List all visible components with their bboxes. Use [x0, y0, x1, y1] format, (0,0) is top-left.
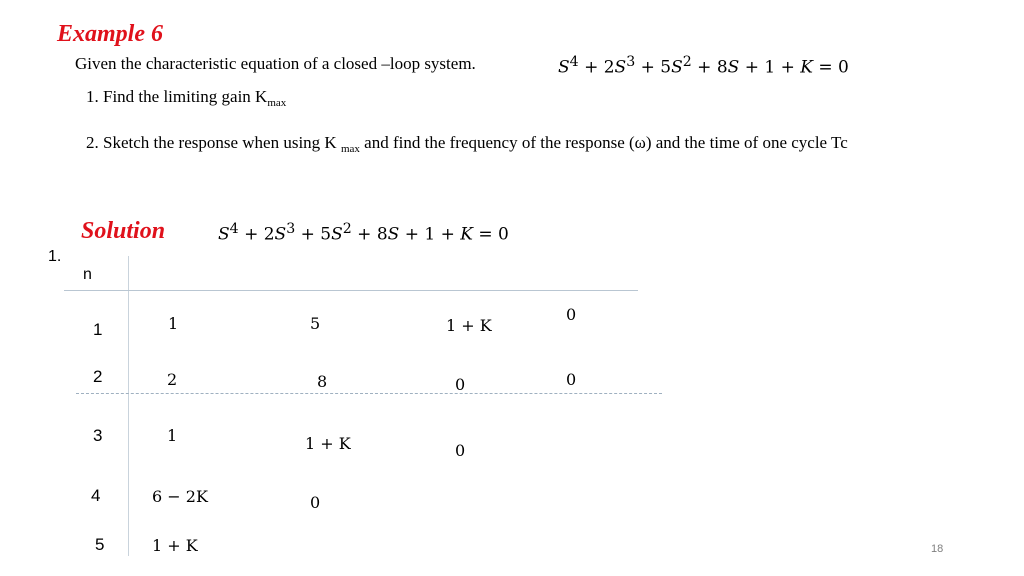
table-cell: 0: [455, 441, 466, 460]
table-cell: 0: [455, 375, 466, 394]
eq-term: + 2: [578, 57, 615, 78]
eq-term: + 8: [351, 224, 388, 245]
table-cell: 1: [167, 426, 178, 445]
eq-term: S: [671, 57, 683, 78]
table-cell: 0: [566, 370, 577, 389]
eq-term: + 2: [238, 224, 275, 245]
question-1: [86, 87, 286, 109]
table-cell: 1 + K: [305, 434, 351, 453]
eq-term: = 0: [472, 224, 509, 245]
eq-exp: 2: [682, 54, 692, 70]
step-label: 1.: [48, 248, 62, 265]
question-2: [86, 133, 848, 155]
eq-term: + 5: [295, 224, 332, 245]
table-header-rule: [64, 290, 638, 291]
row-number: 3: [93, 426, 103, 445]
solution-equation: [218, 221, 509, 245]
example-title: Example 6: [57, 21, 163, 47]
eq-term: S: [274, 224, 287, 245]
table-cell: 5: [310, 314, 321, 333]
table-cell: 8: [317, 372, 328, 391]
eq-term: S: [218, 224, 230, 245]
question-1-sub: max: [267, 97, 287, 109]
eq-term: S: [614, 57, 627, 78]
eq-exp: 3: [286, 221, 296, 237]
row-number: 5: [95, 535, 105, 554]
question-2-text: 2. Sketch the response when using K: [86, 133, 341, 152]
eq-term: = 0: [812, 57, 849, 78]
eq-exp: 3: [626, 54, 636, 70]
question-1-text: 1. Find the limiting gain K: [86, 87, 268, 106]
eq-term: S: [331, 224, 343, 245]
row-number: 1: [93, 320, 103, 339]
table-vertical-rule: [128, 256, 129, 556]
given-text: Given the characteristic equation of a closed –loop system.: [75, 54, 476, 73]
eq-term: S: [558, 57, 570, 78]
eq-term: S: [387, 224, 400, 245]
eq-term: + 5: [635, 57, 672, 78]
eq-term: + 8: [691, 57, 728, 78]
row-number: 4: [91, 486, 101, 505]
table-cell: 0: [310, 493, 321, 512]
table-dashed-rule: [76, 393, 662, 394]
eq-exp: 2: [342, 221, 352, 237]
table-header-n: n: [83, 266, 92, 283]
table-cell: 1: [168, 314, 179, 333]
table-cell: 1 + K: [152, 536, 198, 555]
eq-term: + 1 +: [739, 57, 801, 78]
page-number: 18: [931, 543, 944, 555]
table-cell: 0: [566, 305, 577, 324]
eq-exp: 4: [229, 221, 239, 237]
question-2-sub: max: [340, 143, 360, 155]
table-cell: 6 − 2K: [152, 487, 208, 506]
question-2-suffix: and find the frequency of the response (ω) and the time of one cycle Tc: [359, 133, 848, 152]
table-cell: 1 + K: [446, 316, 492, 335]
row-number: 2: [93, 367, 103, 386]
eq-term: K: [800, 57, 813, 78]
table-cell: 2: [167, 370, 178, 389]
solution-label: Solution: [81, 218, 166, 244]
eq-term: S: [727, 57, 740, 78]
eq-exp: 4: [569, 54, 579, 70]
characteristic-equation: [558, 54, 849, 78]
eq-term: K: [460, 224, 473, 245]
eq-term: + 1 +: [399, 224, 461, 245]
